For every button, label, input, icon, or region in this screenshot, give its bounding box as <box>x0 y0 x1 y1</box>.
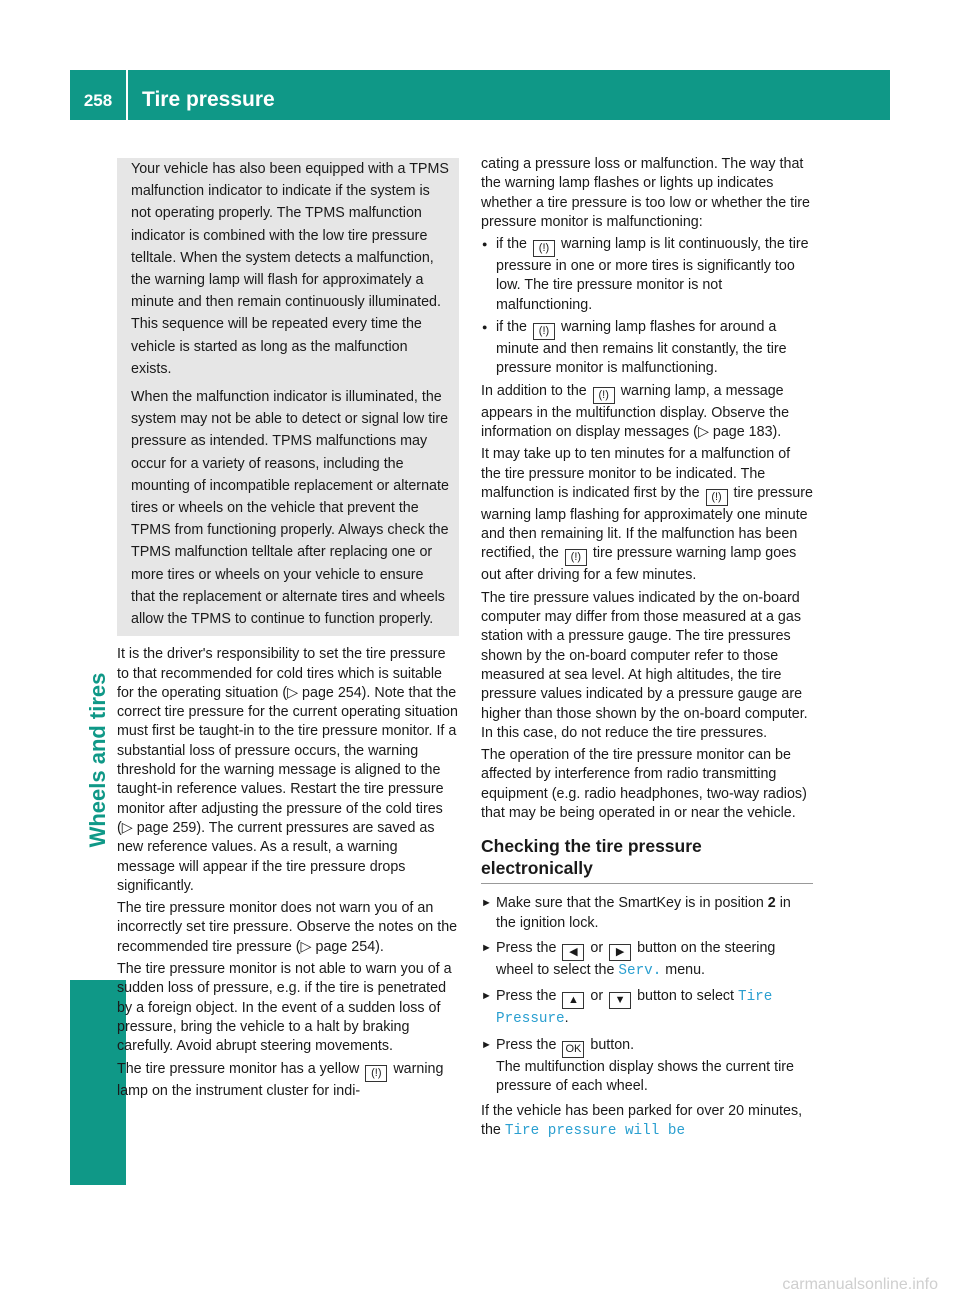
right-column <box>481 155 813 1145</box>
page-number: 258 <box>83 91 113 110</box>
note-paragraph: When the malfunction indicator is illuminated, the system may not be able to detect or signal low tire pressure as intended. TPMS malfunctions may occur for a variety of reasons, including the mounting of incompatible replacement or alternate tires or wheels on the vehicle that prevent the TPMS from functioning properly. Always check the TPMS malfunction telltale after replacing one or more tires or wheels on your vehicle to ensure that the replacement or alternate tires and wheels allow the TPMS to continue to function properly. <box>131 389 449 628</box>
menu-name: Tire Pressure <box>496 989 773 1028</box>
menu-name: Serv. <box>618 962 662 979</box>
body-paragraph: The tire pressure monitor does not warn you of an incorrectly set tire pressure. Observe the notes on the recommended tire pressure (▷ page 254). <box>117 900 458 955</box>
list-item: ● if the (!) warning lamp flashes for around a minute and then remains lit constantly, the tire pressure monitor is malfunctioning. <box>481 318 813 379</box>
instruction-step: ► Make sure that the SmartKey is in position 2 in the ignition lock. <box>481 895 791 931</box>
down-button-icon: ▼ <box>609 992 631 1009</box>
body-paragraph: The tire pressure values indicated by the on-board computer may differ from those measured at a gas station with a pressure gauge. The tire pressures shown by the on-board computer refer to those measured at sea level. At high altitudes, the tire pressure values indicated by a pressure gauge are higher than those shown by the on-board computer. In this case, do not reduce the tire pressures. <box>481 589 808 741</box>
body-paragraph: The operation of the tire pressure monitor can be affected by interference from radio transmitting equipment (e.g. radio headphones, two-way radios) that may be being operated in or near the vehicle. <box>481 747 807 822</box>
note-paragraph: Your vehicle has also been equipped with a TPMS malfunction indicator to indicate if the system is not operating properly. The TPMS malfunction indicator is combined with the low tire pressure telltale. When the system detects a malfunction, the warning lamp will flash for approximately a minute and then remain continuously illuminated. This sequence will be repeated every time the vehicle is started as long as the malfunction exists. <box>131 161 449 377</box>
watermark: carmanualsonline.info <box>782 1276 938 1293</box>
tpms-warning-icon: (!) <box>365 1065 387 1082</box>
step-arrow-icon: ► <box>481 941 492 954</box>
instruction-step: ► Press the OK button. The multifunction display shows the current tire pressure of each wheel. <box>481 1036 794 1094</box>
body-paragraph: It is the driver's responsibility to set the tire pressure to that recommended for cold tires which is suitable for the operating situation (▷ page 254). Note that the correct tire pressure for the current operating situation must first be taught-in to the tire pressure monitor. If a substantial loss of pressure occurs, the warning threshold for the warning message is aligned to the taught-in reference values. Restart the tire pressure monitor after adjusting the pressure of the cold tires (▷ page 259). The current pressures are saved as new reference values. As a result, a warning message will appear if the tire pressure drops significantly. <box>117 646 458 894</box>
body-paragraph: It may take up to ten minutes for a malfunction of the tire pressure monitor to be indicated. The malfunction is indicated first by the (!) tire pressure warning lamp flashing for approximately one minute and then remaining lit. If the malfunction has been rectified, the (!) tire pressure warning lamp goes out after driving for a few minutes. <box>481 446 813 584</box>
tpms-note-box <box>117 158 459 636</box>
section-label-text: Wheels and tires <box>85 672 110 848</box>
tpms-warning-icon: (!) <box>593 387 615 404</box>
step-arrow-icon: ► <box>481 990 492 1003</box>
step-arrow-icon: ► <box>481 1038 492 1051</box>
body-paragraph: cating a pressure loss or malfunction. The way that the warning lamp flashes or lights up indicates whether a tire pressure is too low or whether the tire pressure monitor is malfunctioning: <box>481 156 810 230</box>
left-button-icon: ◀ <box>562 944 584 961</box>
display-message: Tire pressure will be <box>504 1123 686 1140</box>
step-arrow-icon: ► <box>481 897 492 910</box>
body-paragraph: The tire pressure monitor is not able to warn you of a sudden loss of pressure, e.g. if the tire is penetrated by a foreign object. In the event of a sudden loss of pressure, bring the vehicle to a halt by braking carefully. Avoid abrupt steering movements. <box>117 961 452 1055</box>
key-position: 2 <box>767 895 776 912</box>
ok-button-icon: OK <box>562 1041 584 1058</box>
instruction-step: ► Press the ▲ or ▼ button to select Tire Pressure. <box>481 988 773 1028</box>
step-result: The multifunction display shows the current tire pressure of each wheel. <box>496 1058 794 1094</box>
body-paragraph: In addition to the (!) warning lamp, a message appears in the multifunction display. Observe the information on display messages (▷ page 183). <box>481 382 790 440</box>
tpms-warning-icon: (!) <box>565 549 587 566</box>
left-column <box>117 158 459 1104</box>
right-button-icon: ▶ <box>609 944 631 961</box>
section-heading: Checking the tire pressure electronically <box>481 835 813 884</box>
page-title: Tire pressure <box>142 88 275 111</box>
header-divider <box>126 70 128 120</box>
body-paragraph: The tire pressure monitor has a yellow (!) warning lamp on the instrument cluster for indi- <box>117 1060 444 1099</box>
list-item: ● if the (!) warning lamp is lit continuously, the tire pressure in one or more tires is significantly too low. The tire pressure monitor is not malfunctioning. <box>481 235 813 315</box>
tpms-warning-icon: (!) <box>533 323 555 340</box>
instruction-step: ► Press the ◀ or ▶ button on the steering wheel to select the Serv. menu. <box>481 939 776 979</box>
tpms-warning-icon: (!) <box>706 489 728 506</box>
up-button-icon: ▲ <box>562 992 584 1009</box>
tpms-warning-icon: (!) <box>533 240 555 257</box>
body-paragraph: If the vehicle has been parked for over 20 minutes, the Tire pressure will be <box>481 1103 803 1140</box>
